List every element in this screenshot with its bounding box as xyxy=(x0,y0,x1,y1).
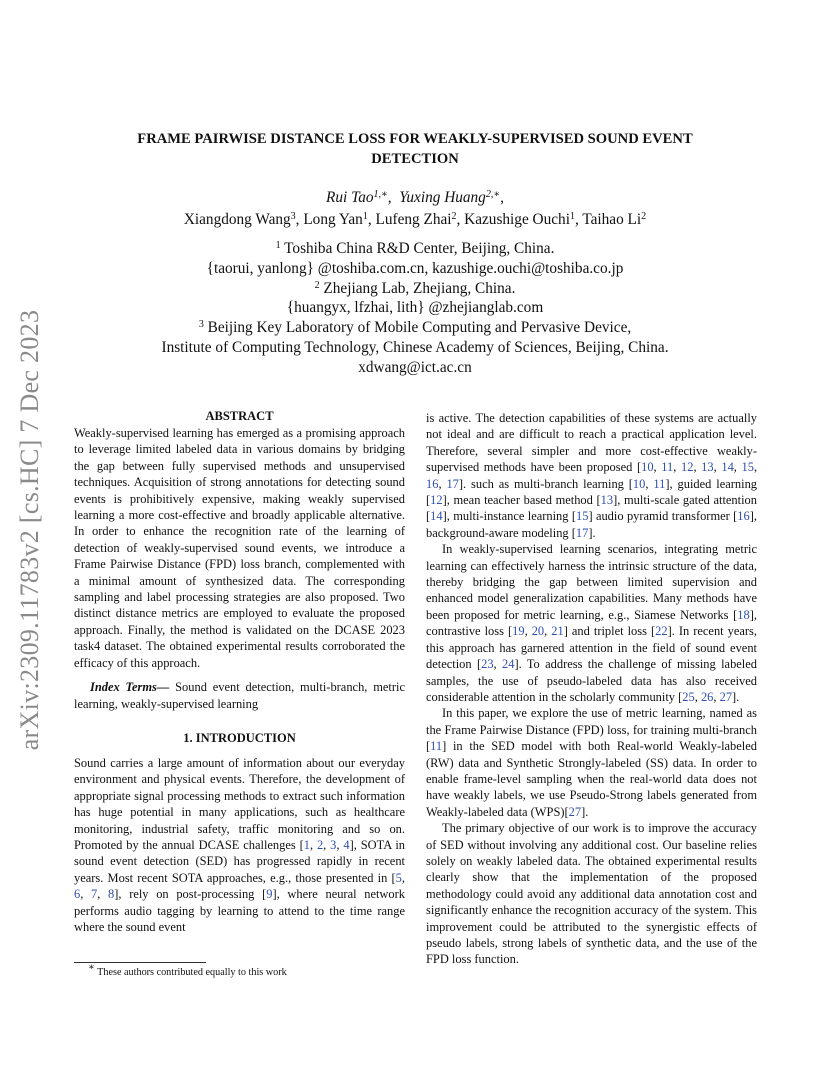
author-sup: 2 xyxy=(451,211,457,222)
body-paragraph: In weakly-supervised learning scenarios, integrating metric learning can effectively harness the intrinsic structure of the data, thereby bridging the gap between limited supervision and enhanced model generalization capabilities. Many methods have been proposed for metric learning, e.g., Siamese Networks [18], contrastive loss [19, 20, 21] and triplet loss [22]. In recent years, this approach has garnered attention in the field of sound event detection [23, 24]. To address the challenge of missing labeled samples, the use of pseudo-labeled data has also received considerable attention in the scholarly community [25, 26, 27]. xyxy=(426,542,758,704)
citation-link[interactable]: 13 xyxy=(600,493,614,508)
author-name: Taihao Li xyxy=(582,211,642,228)
footnote xyxy=(88,962,287,979)
affiliation-sup: 2 xyxy=(314,279,320,291)
author-line-2: Xiangdong Wang$^3$, Long Yan$^1$, Lufeng Zhai$^2$, Kazushige Ouchi$^1$, Taihao Li$^2$ xyxy=(183,211,647,228)
body-paragraph: is active. The detection capabilities of these systems are actually not ideal and are difficult to reach a practical application level. Therefore, several simpler and more cost-effective weakly-supervised methods have been proposed [10, 11, 12, 13, 14, 15, 16, 17]. such as multi-branch learning [10, 11], guided learning [12], mean teacher based method [13], multi-scale gated attention [14], multi-instance learning [15] audio pyramid transformer [16], background-aware modeling [17]. xyxy=(426,411,758,540)
citation-link[interactable]: 21 xyxy=(551,624,564,639)
citation-link[interactable]: 14 xyxy=(430,509,443,524)
author-name: Rui Tao xyxy=(326,189,374,206)
citation-link[interactable]: 12 xyxy=(681,460,694,475)
left-column xyxy=(74,408,405,935)
body-paragraph: The primary objective of our work is to improve the accuracy of SED without involving any additional cost. Our baseline relies solely on weakly labeled data. The obtained experimental results clearly show that the implementation of the proposed methodology could avoid any additional data annotation cost and significantly enhance the recognition accuracy of the system. This improvement could be attributed to the synergistic effects of pseudo labels, strong labels of synthetic data, and the use of the FPD loss function. xyxy=(426,821,757,967)
author-name: Xiangdong Wang xyxy=(183,211,291,228)
citation-link[interactable]: 14 xyxy=(721,460,734,475)
affiliation-3 xyxy=(95,318,735,338)
citation-link[interactable]: 13 xyxy=(701,460,714,475)
citation-link[interactable]: 22 xyxy=(655,624,668,639)
citation-link[interactable]: 4 xyxy=(343,837,350,852)
author-name: Yuxing Huang xyxy=(399,189,486,206)
abstract-heading: ABSTRACT xyxy=(205,409,274,423)
citation-link[interactable]: 5 xyxy=(395,870,402,885)
citation-link[interactable]: 7 xyxy=(91,887,98,902)
intro-paragraph: Sound carries a large amount of information about our everyday environment and physical events. Therefore, the development of appropriate signal processing methods to extract such information has huge potential in many applications, such as healthcare monitoring, industrial safety, traffic monitoring and so on. Promoted by the annual DCASE challenges [1, 2, 3, 4], SOTA in sound event detection (SED) has progressed rapidly in recent years. Most recent SOTA approaches, e.g., those presented in [5, 6, 7, 8], rely on post-processing [9], where neural network performs audio tagging by learning to attend to the time range where the sound event xyxy=(74,755,406,934)
citation-link[interactable]: 27 xyxy=(719,689,733,704)
index-terms-text: Sound event detection, multi-branch, metric learning, weakly-supervised learning xyxy=(74,680,405,711)
affiliation-block xyxy=(95,239,735,378)
author-sup: 2 xyxy=(641,211,647,222)
author-line-1: Rui Tao$^{1,∗}$, Yuxing Huang$^{2,∗}$, xyxy=(326,189,504,206)
author-sup: 3 xyxy=(290,211,296,222)
affiliation-text: Toshiba China R&D Center, Beijing, China. xyxy=(284,240,555,257)
citation-link[interactable]: 15 xyxy=(741,460,754,475)
author-name: Long Yan xyxy=(303,211,363,228)
footnote-text: These authors contributed equally to this work xyxy=(94,967,287,978)
index-terms-label: Index Terms— xyxy=(90,680,170,695)
author-name: Lufeng Zhai xyxy=(375,211,452,228)
citation-link[interactable]: 11 xyxy=(653,476,666,491)
citation-link[interactable]: 12 xyxy=(430,493,443,508)
citation-link[interactable]: 2 xyxy=(316,837,324,852)
citation-link[interactable]: 3 xyxy=(330,837,337,852)
title-line-1: FRAME PAIRWISE DISTANCE LOSS FOR WEAKLY-SUPERVISED SOUND EVENT xyxy=(137,131,693,147)
affiliation-1 xyxy=(95,239,735,259)
citation-link[interactable]: 18 xyxy=(737,607,750,622)
right-column xyxy=(426,410,757,968)
citation-link[interactable]: 10 xyxy=(632,476,646,491)
affiliation-text: Beijing Key Laboratory of Mobile Computing and Pervasive Device, xyxy=(207,319,632,337)
affiliation-1-email: {taorui, yanlong} @toshiba.com.cn, kazushige.ouchi@toshiba.co.jp xyxy=(206,259,624,277)
citation-link[interactable]: 23 xyxy=(481,657,494,672)
citation-link[interactable]: 1 xyxy=(303,837,310,852)
affiliation-2-email: {huangyx, lfzhai, lith} @zhejianglab.com xyxy=(286,299,544,317)
citation-link[interactable]: 26 xyxy=(700,689,714,704)
arxiv-identifier: arXiv:2309.11783v2 [cs.HC] 7 Dec 2023 xyxy=(15,309,44,751)
body-paragraph: In this paper, we explore the use of metric learning, named as the Frame Pairwise Distance (FPD) loss, for training multi-branch [11] in the SED model with both Real-world Weakly-labeled (RW) data and Synthetic Strongly-labeled (SS) data. In order to enable frame-level sampling when the real-world data does not have weakly labels, we use Pseudo-Strong labels generated from Weakly-labeled data (WPS)[27]. xyxy=(426,706,757,819)
affiliation-text: Zhejiang Lab, Zhejiang, China. xyxy=(323,279,516,297)
citation-link[interactable]: 11 xyxy=(661,460,674,475)
abstract-text: Weakly-supervised learning has emerged as a promising approach to leverage limited labeled data in various domains by bridging the gap between fully supervised methods and unsupervised techniques. Acquisition of strong annotations for detecting sound events is prohibitively expensive, making weakly supervised learning a more cost-effective and broadly applicable alternative. In order to enhance the recognition rate of the learning of detection of weakly-supervised sound events, we introduce a Frame Pairwise Distance (FPD) loss branch, complemented with a minimal amount of synthesized data. The corresponding sampling and label processing strategies are also proposed. Two distinct distance metrics are employed to evaluate the proposed approach. Finally, the method is validated on the DCASE 2023 task4 dataset. The obtained experimental results corroborated the efficacy of this approach. xyxy=(74,426,405,670)
author-sup: 1,∗ xyxy=(373,189,388,200)
citation-link[interactable]: 17 xyxy=(446,476,459,491)
citation-link[interactable]: 25 xyxy=(682,689,695,704)
citation-link[interactable]: 27 xyxy=(568,804,582,819)
affiliation-sup: 1 xyxy=(275,240,281,251)
affiliation-3-email: xdwang@ict.ac.cn xyxy=(358,358,472,376)
title-line-2: DETECTION xyxy=(371,151,459,167)
citation-link[interactable]: 11 xyxy=(430,739,443,754)
affiliation-sup: 3 xyxy=(198,319,204,331)
author-name: Kazushige Ouchi xyxy=(464,211,570,228)
citation-link[interactable]: 16 xyxy=(737,509,750,524)
citation-link[interactable]: 6 xyxy=(74,887,81,902)
footnote-mark: ∗ xyxy=(88,962,95,973)
citation-link[interactable]: 16 xyxy=(426,476,439,491)
affiliation-3-line-2: Institute of Computing Technology, Chinese Academy of Sciences, Beijing, China. xyxy=(161,338,669,356)
arxiv-sidebar xyxy=(4,290,56,770)
affiliation-2 xyxy=(95,279,735,299)
citation-link[interactable]: 20 xyxy=(531,624,545,639)
introduction-heading: 1. INTRODUCTION xyxy=(183,730,296,745)
citation-link[interactable]: 24 xyxy=(502,657,515,672)
author-sup: 2,∗ xyxy=(485,189,501,200)
citation-link[interactable]: 9 xyxy=(266,887,273,902)
author-sup: 1 xyxy=(569,211,575,222)
citation-link[interactable]: 10 xyxy=(641,460,654,475)
index-terms xyxy=(74,679,405,712)
author-block xyxy=(95,187,735,231)
citation-link[interactable]: 15 xyxy=(576,509,589,524)
author-sup: 1 xyxy=(362,211,368,222)
citation-link[interactable]: 17 xyxy=(575,525,589,540)
citation-link[interactable]: 19 xyxy=(512,624,525,639)
citation-link[interactable]: 8 xyxy=(108,887,115,902)
paper-title xyxy=(95,129,735,169)
